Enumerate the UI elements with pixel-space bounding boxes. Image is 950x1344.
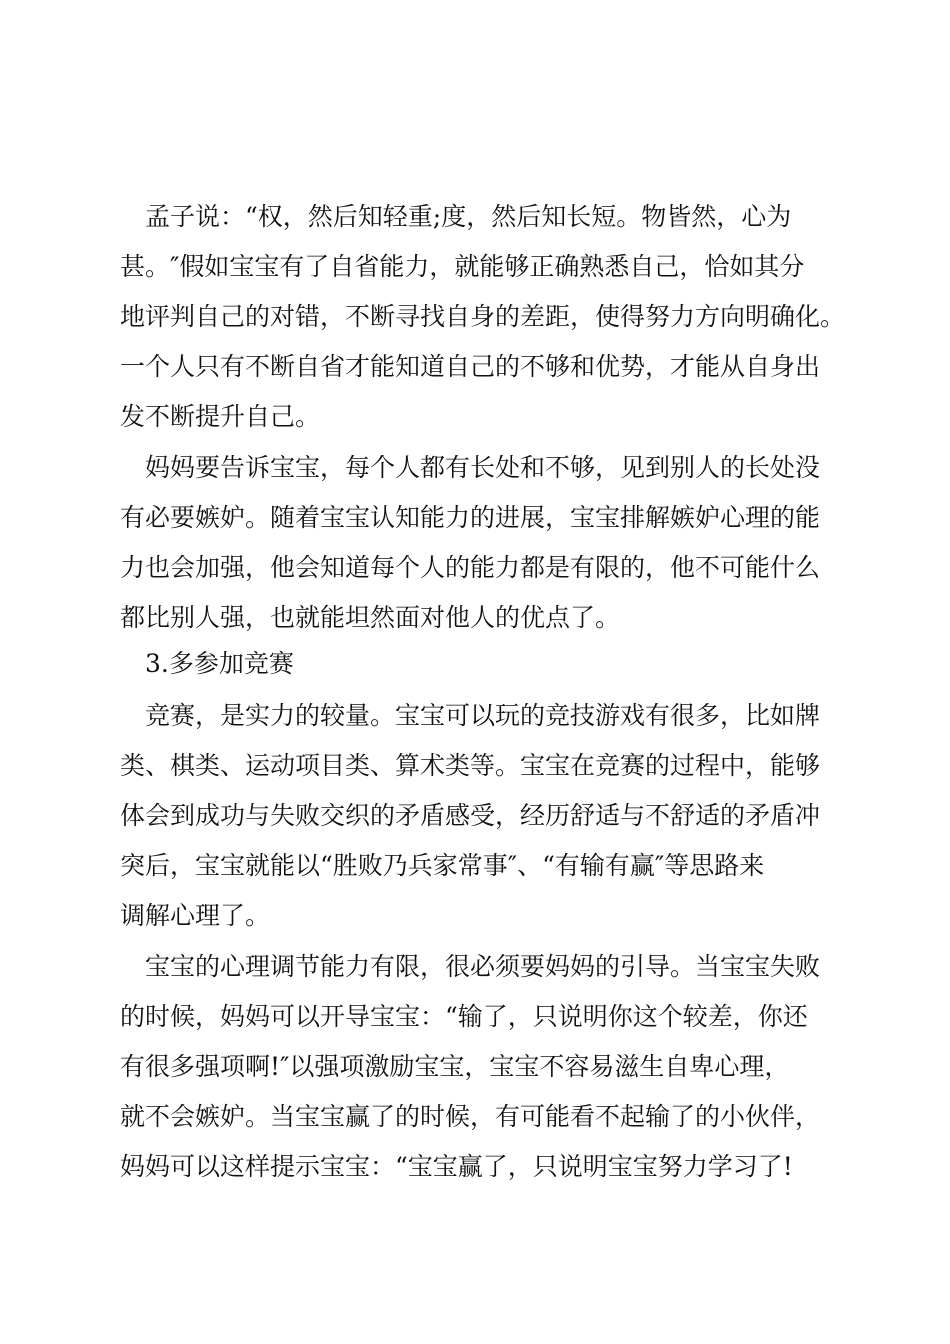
paragraph-2-line-3: 力也会加强，他会知道每个人的能力都是有限的，他不可能什么 [120,553,821,582]
paragraph-4-line-1: 宝宝的心理调节能力有限，很必须要妈妈的引导。当宝宝失败 [145,952,821,981]
paragraph-3-line-2: 类、棋类、运动项目类、算术类等。宝宝在竞赛的过程中，能够 [120,751,821,780]
paragraph-2-line-2: 有必要嫉妒。随着宝宝认知能力的进展，宝宝排解嫉妒心理的能 [120,503,821,532]
paragraph-4-line-2: 的时候，妈妈可以开导宝宝：“输了，只说明你这个较差，你还 [120,1002,808,1031]
paragraph-1-line-1: 孟子说：“权，然后知轻重;度，然后知长短。物皆然，心为 [145,202,792,231]
paragraph-3-line-3: 体会到成功与失败交织的矛盾感受，经历舒适与不舒适的矛盾冲 [120,801,821,830]
paragraph-4-line-5: 妈妈可以这样提示宝宝：“宝宝赢了，只说明宝宝努力学习了! [120,1152,793,1181]
section-heading: 3.多参加竞赛 [145,649,294,678]
paragraph-3-line-5: 调解心理了。 [120,901,271,930]
paragraph-3-line-4: 突后，宝宝就能以“胜败乃兵家常事″、“有输有赢″等思路来 [120,851,765,880]
paragraph-3-line-1: 竞赛，是实力的较量。宝宝可以玩的竞技游戏有很多，比如牌 [145,701,821,730]
paragraph-2-line-1: 妈妈要告诉宝宝，每个人都有长处和不够，见到别人的长处没 [145,453,821,482]
paragraph-1-line-3: 地评判自己的对错，不断寻找自身的差距，使得努力方向明确化。 [120,302,846,331]
paragraph-1-line-5: 发不断提升自己。 [120,402,321,431]
paragraph-4-line-4: 就不会嫉妒。当宝宝赢了的时候，有可能看不起输了的小伙伴， [120,1102,821,1131]
paragraph-4-line-3: 有很多强项啊!″以强项激励宝宝，宝宝不容易滋生自卑心理， [120,1052,790,1081]
paragraph-1-line-4: 一个人只有不断自省才能知道自己的不够和优势，才能从自身出 [120,352,821,381]
paragraph-2-line-4: 都比别人强，也就能坦然面对他人的优点了。 [120,603,621,632]
paragraph-1-line-2: 甚。″假如宝宝有了自省能力，就能够正确熟悉自己，恰如其分 [120,252,805,281]
